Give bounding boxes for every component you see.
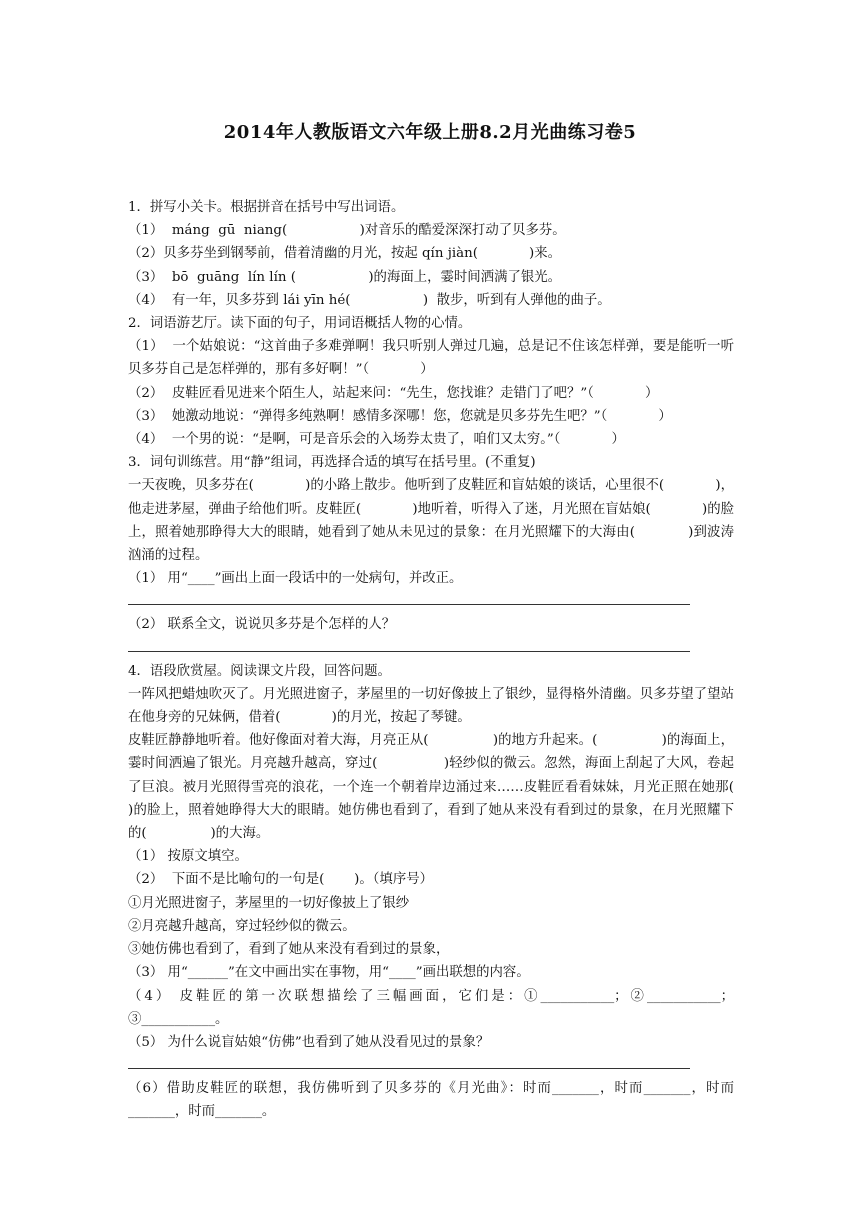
q2-item-4: （4） 一个男的说：“是啊，可是音乐会的入场券太贵了，咱们又太穷。”（ ） (128, 432, 625, 448)
q2-item-1: （1） 一个姑娘说：“这首曲子多难弹啊！我只听别人弹过几遍，总是记不住该怎样弹，要是能听一听贝多芬自己是怎样弹的，那有多好啊！”（ ） (128, 339, 734, 378)
q2-item-2: （2） 皮鞋匠看见进来个陌生人，站起来问：“先生，您找谁？走错门了吧？”（ ） (128, 385, 659, 401)
q3-item-2: （2） 联系全文，说说贝多芬是个怎样的人？ (128, 617, 396, 633)
q3-answer-line-2[interactable] (128, 637, 690, 652)
q3-passage: 一天夜晚，贝多芬在( )的小路上散步。他听到了皮鞋匠和盲姑娘的谈话，心里很不( )，他走进茅屋，弹曲子给他们听。皮鞋匠( )地听着，听得入了迷，月光照在盲姑娘( )的脸上，照着她那睁得大大的眼睛，她看到了她从未见过的景象：在月光照耀下的大海由( )到波涛汹涌的过程。 (128, 478, 734, 564)
q4-option-2: ②月亮越升越高，穿过轻纱似的微云。 (128, 918, 356, 934)
q4-answer-line-5[interactable] (128, 1054, 690, 1069)
q3-answer-line-1[interactable] (128, 590, 690, 605)
page-title: 2014年人教版语文六年级上册8.2月光曲练习卷5 (223, 122, 637, 143)
worksheet-content (128, 196, 786, 1124)
q2-item-3: （3） 她激动地说：“弹得多纯熟啊！感情多深哪！您，您就是贝多芬先生吧？”（ ） (128, 408, 672, 424)
q4-item-6: （6）借助皮鞋匠的联想，我仿佛听到了贝多芬的《月光曲》：时而_______，时而_______，时而_______，时而_______。 (128, 1081, 734, 1120)
q4-item-5: （5） 为什么说盲姑娘“仿佛”也看到了她从没看见过的景象？ (128, 1034, 490, 1050)
q1-item-2: （2）贝多芬坐到钢琴前，借着清幽的月光，按起 qín jiàn( )来。 (128, 246, 562, 262)
q1-item-4: （4） 有一年，贝多芬到 lái yīn hé( ) 散步，听到有人弹他的曲子。 (128, 292, 611, 308)
q4-option-3: ③她仿佛也看到了，看到了她从来没有看到过的景象， (128, 942, 450, 958)
q4-item-3: （3） 用“______”在文中画出实在事物，用“____”画出联想的内容。 (128, 965, 530, 981)
q3-heading: 3．词句训练营。用“静”组词，再选择合适的填写在括号里。(不重复) (128, 455, 536, 471)
q1-item-1: （1） máng gū niang( )对音乐的酷爱深深打动了贝多芬。 (128, 223, 566, 239)
q4-passage-1: 一阵风把蜡烛吹灭了。月光照进窗子，茅屋里的一切好像披上了银纱，显得格外清幽。贝多芬望了望站在他身旁的兄妹俩，借着( )的月光，按起了琴键。 (128, 686, 734, 726)
q2-heading: 2．词语游艺厅。读下面的句子，用词语概括人物的心情。 (128, 316, 472, 332)
q4-passage-2: 皮鞋匠静静地听着。他好像面对着大海，月亮正从( )的地方升起来。( )的海面上，霎时间洒遍了银光。月亮越升越高，穿过( )轻纱似的微云。忽然，海面上刮起了大风，卷起了巨浪。被月光照得雪亮的浪花，一个连一个朝着岸边涌过来……皮鞋匠看看妹妹，月光正照在她那( )的脸上，照着她睁得大大的眼睛。她仿佛也看到了，看到了她从来没有看到过的景象，在月光照耀下的( )的大海。 (128, 733, 786, 842)
q4-item-2: （2） 下面不是比喻句的一句是( )。（填序号） (128, 872, 433, 888)
q4-item-1: （1） 按原文填空。 (128, 849, 248, 865)
q1-heading: 1．拼写小关卡。根据拼音在括号中写出词语。 (128, 200, 405, 215)
q4-option-1: ①月光照进窗子，茅屋里的一切好像披上了银纱 (128, 895, 410, 911)
q3-item-1: （1） 用“____”画出上面一段话中的一处病句，并改正。 (128, 571, 463, 587)
q4-item-4: （4） 皮鞋匠的第一次联想描绘了三幅画面，它们是：①___________；②___________；③___________。 (128, 988, 734, 1027)
q1-item-3: （3） bō guāng lín lín ( )的海面上，霎时间洒满了银光。 (128, 269, 562, 285)
q4-heading: 4．语段欣赏屋。阅读课文片段，回答问题。 (128, 663, 391, 679)
